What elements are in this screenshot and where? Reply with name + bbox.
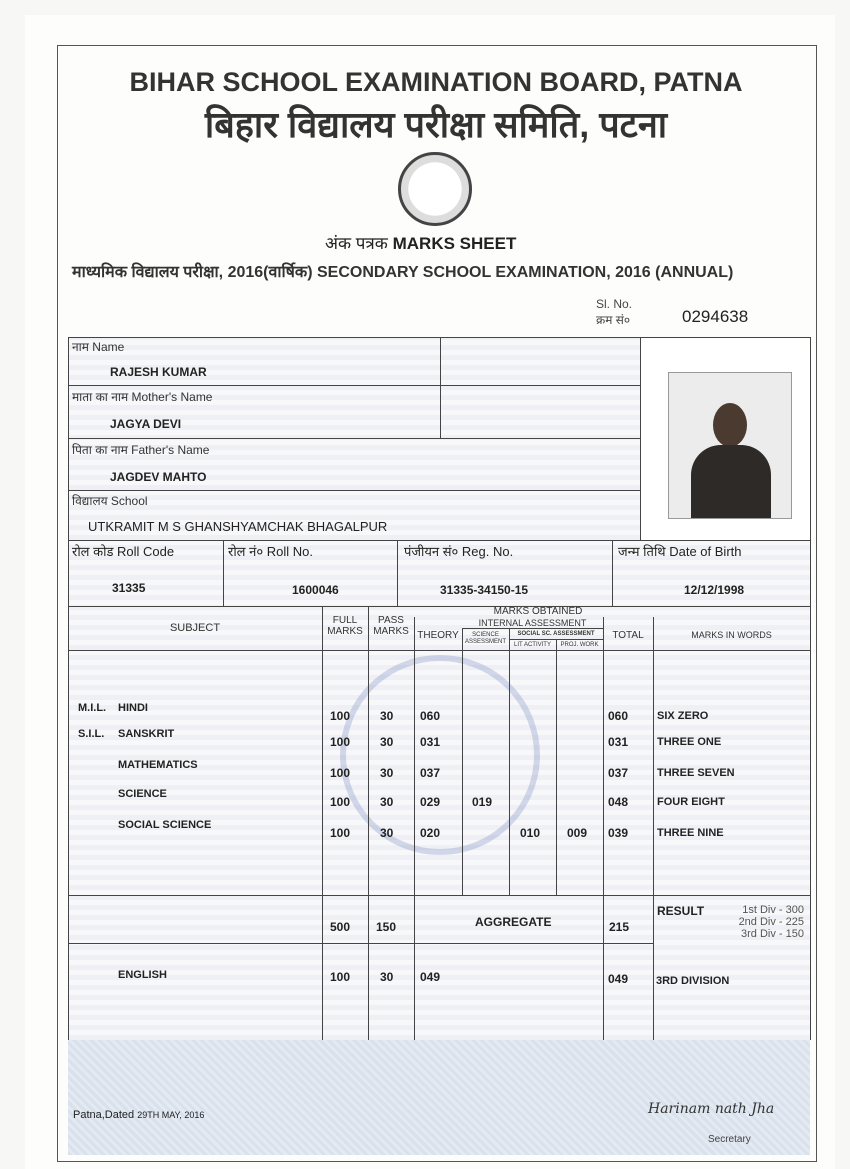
reg-no: 31335-34150-15 — [440, 583, 529, 597]
header-marks-obtained: MARKS OBTAINED — [493, 606, 583, 617]
header-social-assessment: SOCIAL SC. ASSESSMENT — [517, 631, 595, 637]
father-name: JAGDEV MAHTO — [110, 470, 207, 484]
header-lit-activity: LIT ACTIVITY — [514, 642, 551, 648]
school-name: UTKRAMIT M S GHANSHYAMCHAK BHAGALPUR — [88, 519, 388, 534]
roll-code: 31335 — [112, 581, 146, 595]
subject-name: SANSKRIT — [118, 728, 175, 740]
subject-theory: 029 — [420, 795, 441, 809]
father-label: पिता का नाम Father's Name — [72, 443, 210, 457]
header-full-marks: FULL MARKS — [327, 615, 363, 637]
roll-no-label: रोल नं० Roll No. — [228, 544, 313, 559]
division-thresholds: 1st Div - 300 2nd Div - 225 3rd Div - 150 — [738, 904, 804, 940]
subject-theory: 037 — [420, 766, 441, 780]
subject-full: 100 — [330, 735, 351, 749]
english-full: 100 — [330, 970, 351, 984]
board-seal-logo — [398, 152, 472, 226]
subject-theory: 020 — [420, 826, 441, 840]
subject-proj: 009 — [567, 826, 588, 840]
subject-name: SOCIAL SCIENCE — [118, 819, 212, 831]
subject-pass: 30 — [380, 795, 394, 809]
english-subject: ENGLISH — [118, 969, 167, 981]
english-theory: 049 — [420, 970, 441, 984]
dated-label: Patna,Dated 29TH MAY, 2016 — [73, 1109, 205, 1121]
dob: 12/12/1998 — [684, 583, 745, 597]
board-name-en: BIHAR SCHOOL EXAMINATION BOARD, PATNA — [129, 67, 743, 97]
header-total: TOTAL — [612, 630, 644, 641]
dob-label: जन्म तिथि Date of Birth — [618, 544, 742, 559]
subject-full: 100 — [330, 826, 351, 840]
subject-full: 100 — [330, 766, 351, 780]
serial-number: 0294638 — [682, 307, 749, 326]
aggregate-full: 500 — [330, 920, 351, 934]
subject-pass: 30 — [380, 766, 394, 780]
subject-total: 048 — [608, 795, 629, 809]
subject-prefix: S.I.L. — [78, 728, 105, 740]
header-subject: SUBJECT — [169, 622, 221, 634]
subject-theory: 060 — [420, 709, 441, 723]
name-label: नाम Name — [72, 340, 125, 354]
header-proj-work: PROJ. WORK — [560, 642, 599, 648]
subject-name: MATHEMATICS — [118, 759, 198, 771]
student-photo — [668, 372, 792, 519]
header-theory: THEORY — [417, 630, 459, 641]
footer-band — [68, 1040, 810, 1155]
exam-line: माध्यमिक विद्यालय परीक्षा, 2016(वार्षिक) SECONDARY SCHOOL EXAMINATION, 2016 (ANNUAL) — [72, 264, 734, 281]
roll-no: 1600046 — [292, 583, 339, 597]
subject-sci: 019 — [472, 795, 493, 809]
subject-lit: 010 — [520, 826, 541, 840]
header-marks-in-words: MARKS IN WORDS — [691, 630, 772, 640]
subject-words: THREE NINE — [657, 827, 724, 839]
student-name: RAJESH KUMAR — [110, 365, 207, 379]
subject-name: HINDI — [118, 702, 148, 714]
subject-words: THREE SEVEN — [657, 767, 735, 779]
subject-pass: 30 — [380, 709, 394, 723]
subject-pass: 30 — [380, 826, 394, 840]
subject-prefix: M.I.L. — [78, 702, 107, 714]
subject-name: SCIENCE — [118, 788, 167, 800]
header-internal: INTERNAL ASSESSMENT — [478, 618, 587, 628]
subject-words: SIX ZERO — [657, 710, 709, 722]
mother-name: JAGYA DEVI — [110, 417, 182, 431]
subject-words: THREE ONE — [657, 736, 722, 748]
board-name-hi: बिहार विद्यालय परीक्षा समिति, पटना — [204, 104, 668, 145]
result-label: RESULT — [657, 904, 705, 918]
subject-full: 100 — [330, 709, 351, 723]
header-science-assessment: SCIENCE ASSESSMENT — [464, 632, 506, 645]
subject-theory: 031 — [420, 735, 441, 749]
aggregate-label: AGGREGATE — [475, 915, 552, 929]
english-total: 049 — [608, 972, 629, 986]
subject-total: 037 — [608, 766, 629, 780]
subject-pass: 30 — [380, 735, 394, 749]
secretary-signature: Harinam nath Jha — [648, 1101, 775, 1117]
watermark-seal — [340, 655, 540, 855]
subject-total: 031 — [608, 735, 629, 749]
subject-total: 039 — [608, 826, 629, 840]
serial-label: Sl. No. क्रम सं० — [596, 297, 633, 327]
reg-no-label: पंजीयन सं० Reg. No. — [404, 544, 514, 559]
sheet-title: अंक पत्रक MARKS SHEET — [325, 234, 517, 253]
final-result: 3RD DIVISION — [656, 975, 730, 987]
aggregate-pass: 150 — [376, 920, 397, 934]
roll-code-label: रोल कोड Roll Code — [72, 544, 175, 559]
aggregate-total: 215 — [609, 920, 630, 934]
school-label: विद्यालय School — [72, 494, 148, 508]
english-pass: 30 — [380, 970, 394, 984]
mother-label: माता का नाम Mother's Name — [72, 390, 213, 404]
header-pass-marks: PASS MARKS — [373, 615, 409, 637]
secretary-label: Secretary — [708, 1134, 751, 1145]
subject-words: FOUR EIGHT — [657, 796, 725, 808]
subject-total: 060 — [608, 709, 629, 723]
subject-full: 100 — [330, 795, 351, 809]
